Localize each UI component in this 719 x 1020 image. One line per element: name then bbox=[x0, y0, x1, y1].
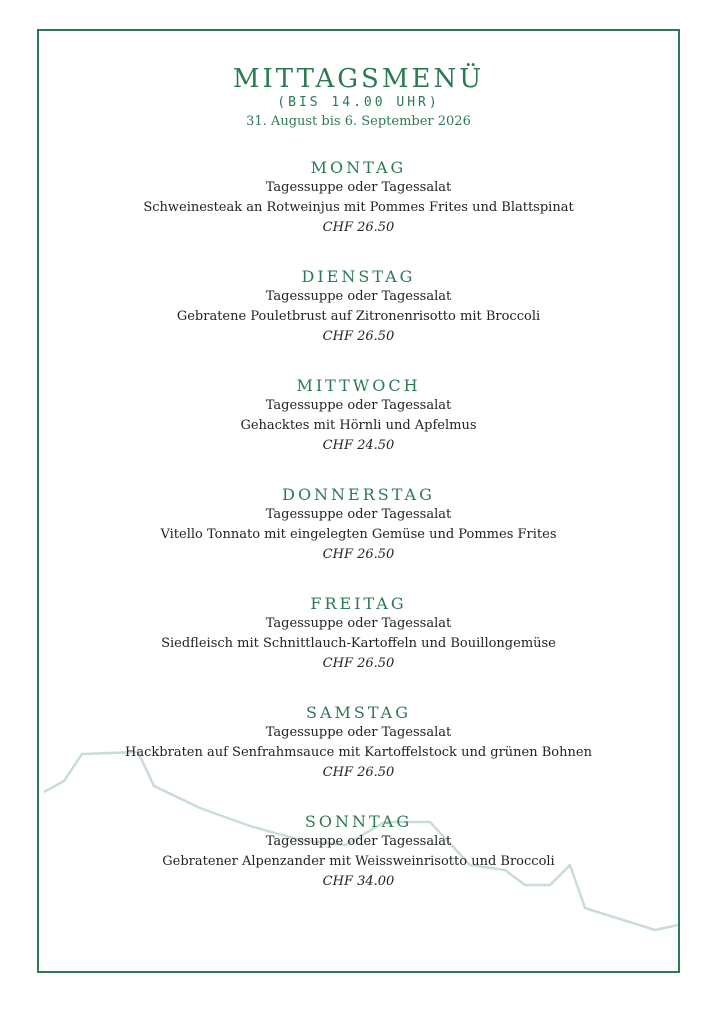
menu-date-range: 31. August bis 6. September 2026 bbox=[246, 114, 471, 129]
day-main-dish: Vitello Tonnato mit eingelegten Gemüse und Pommes Frites bbox=[160, 527, 557, 542]
day-price: CHF 26.50 bbox=[322, 220, 395, 235]
day-main-dish: Siedfleisch mit Schnittlauch-Kartoffeln und Bouillongemüse bbox=[161, 636, 556, 651]
day-tuesday bbox=[37, 267, 680, 347]
day-price: CHF 26.50 bbox=[322, 765, 395, 780]
day-starter: Tagessuppe oder Tagessalat bbox=[265, 398, 452, 413]
day-price: CHF 26.50 bbox=[322, 547, 395, 562]
day-starter: Tagessuppe oder Tagessalat bbox=[265, 289, 452, 304]
day-main-dish: Gebratener Alpenzander mit Weissweinrisotto und Broccoli bbox=[162, 854, 555, 869]
day-starter: Tagessuppe oder Tagessalat bbox=[265, 507, 452, 522]
day-main-dish: Gebratene Pouletbrust auf Zitronenrisotto mit Broccoli bbox=[176, 309, 541, 324]
day-wednesday bbox=[37, 376, 680, 456]
day-name: DONNERSTAG bbox=[282, 485, 435, 504]
day-starter: Tagessuppe oder Tagessalat bbox=[265, 725, 452, 740]
day-name: SONNTAG bbox=[304, 812, 413, 831]
day-name: SAMSTAG bbox=[306, 703, 411, 722]
day-price: CHF 26.50 bbox=[322, 656, 395, 671]
day-starter: Tagessuppe oder Tagessalat bbox=[265, 834, 452, 849]
day-starter: Tagessuppe oder Tagessalat bbox=[265, 180, 452, 195]
day-saturday bbox=[37, 703, 680, 783]
day-name: MONTAG bbox=[310, 158, 407, 177]
menu-content bbox=[37, 29, 680, 892]
day-friday bbox=[37, 594, 680, 674]
day-name: FREITAG bbox=[310, 594, 407, 613]
day-name: DIENSTAG bbox=[301, 267, 416, 286]
day-price: CHF 26.50 bbox=[322, 329, 395, 344]
day-sunday bbox=[37, 812, 680, 892]
day-main-dish: Hackbraten auf Senfrahmsauce mit Kartoffelstock und grünen Bohnen bbox=[125, 745, 592, 760]
day-monday bbox=[37, 158, 680, 238]
day-main-dish: Schweinesteak an Rotweinjus mit Pommes Frites und Blattspinat bbox=[143, 200, 574, 215]
day-price: CHF 24.50 bbox=[322, 438, 395, 453]
day-price: CHF 34.00 bbox=[322, 874, 395, 889]
menu-subtitle: (BIS 14.00 UHR) bbox=[277, 95, 440, 110]
day-thursday bbox=[37, 485, 680, 565]
day-starter: Tagessuppe oder Tagessalat bbox=[265, 616, 452, 631]
day-name: MITTWOCH bbox=[296, 376, 421, 395]
day-main-dish: Gehacktes mit Hörnli und Apfelmus bbox=[240, 418, 477, 433]
menu-title: MITTAGSMENÜ bbox=[232, 64, 485, 94]
